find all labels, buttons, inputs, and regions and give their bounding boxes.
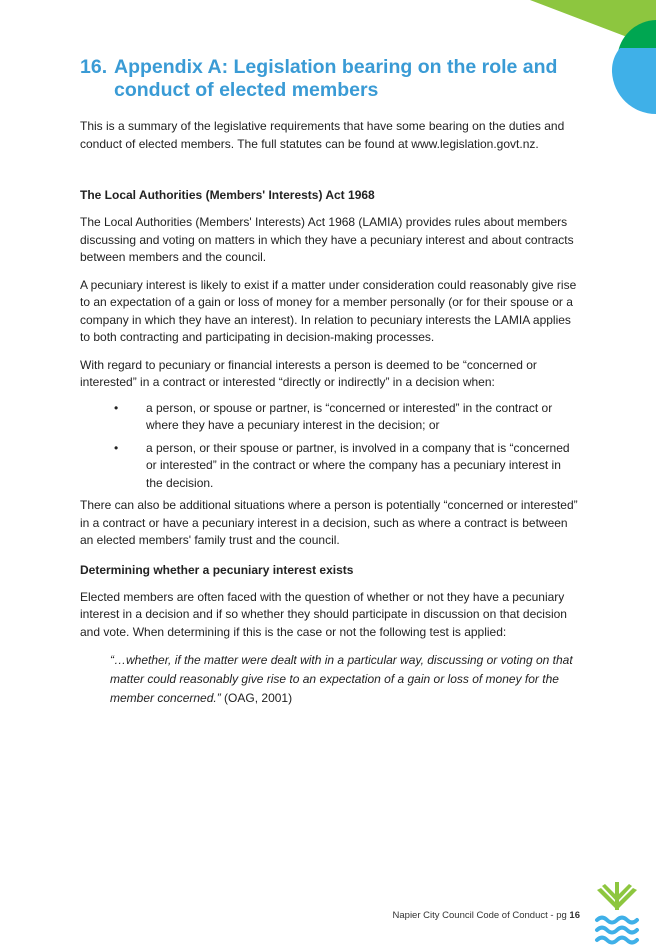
bullet-icon: • xyxy=(114,440,119,455)
page-number: 16 xyxy=(569,910,580,921)
intro-paragraph: This is a summary of the legislative requirements that have some bearing on the duties and conduct of elected members. The full statutes can be found at www.legislation.govt.nz. xyxy=(80,119,565,151)
quote-text: “…whether, if the matter were dealt with in a particular way, discussing or voting on that matter could reasonably give rise to an expectation of a gain or loss of money for the member concerned.” xyxy=(110,653,573,705)
heading-title: Appendix A: Legislation bearing on the role and conduct of elected members xyxy=(114,56,558,101)
lamia-paragraph-4: There can also be additional situations where a person is potentially “concerned or interested” in a contract or have a pecuniary interest in a decision, such as where a contract is between an elected members' family trust and the council. xyxy=(80,498,578,547)
bullet-icon: • xyxy=(114,400,119,415)
list-item-text: a person, or their spouse or partner, is involved in a company that is “concerned or interested” in the contract or where the company has a pecuniary interest in the decision. xyxy=(146,440,570,490)
list-item-text: a person, or spouse or partner, is “concerned or interested” in the contract or where they have a pecuniary interest in the decision; or xyxy=(146,400,553,432)
section-heading-pecuniary: Determining whether a pecuniary interest exists xyxy=(80,562,354,577)
footer-text: Napier City Council Code of Conduct - pg xyxy=(392,910,570,921)
page-heading xyxy=(80,56,580,102)
heading-number: 16. xyxy=(80,56,108,78)
section-heading-lamia: The Local Authorities (Members' Interests) Act 1968 xyxy=(80,188,375,202)
lamia-paragraph-3: With regard to pecuniary or financial interests a person is deemed to be “concerned or interested” in a contract or interested “directly or indirectly” in a decision when: xyxy=(80,357,537,389)
napier-logo-icon xyxy=(592,880,642,946)
interest-bullet-list xyxy=(80,400,580,493)
lamia-paragraph-2: A pecuniary interest is likely to exist if a matter under consideration could reasonably give rise to an expectation of a gain or loss of money for a member personally (or for their spouse or a company in which they have an interest). In relation to pecuniary interests the LAMIA applies to both contracting and participating in decision-making processes. xyxy=(80,277,577,344)
pecuniary-paragraph-1: Elected members are often faced with the question of whether or not they have a pecuniary interest in a decision and if so whether they should participate in discussion on that decision and vote. When determining if this is the case or not the following test is applied: xyxy=(80,589,567,639)
list-item xyxy=(80,400,580,435)
list-item xyxy=(80,440,580,493)
page-footer xyxy=(330,910,580,921)
lamia-paragraph-1: The Local Authorities (Members' Interests) Act 1968 (LAMIA) provides rules about members discussing and voting on matters in which they have a pecuniary interest and about contracts between members and the council. xyxy=(80,215,574,264)
quote-citation: (OAG, 2001) xyxy=(220,691,293,705)
oag-quote xyxy=(80,651,580,708)
document-page xyxy=(80,56,580,708)
